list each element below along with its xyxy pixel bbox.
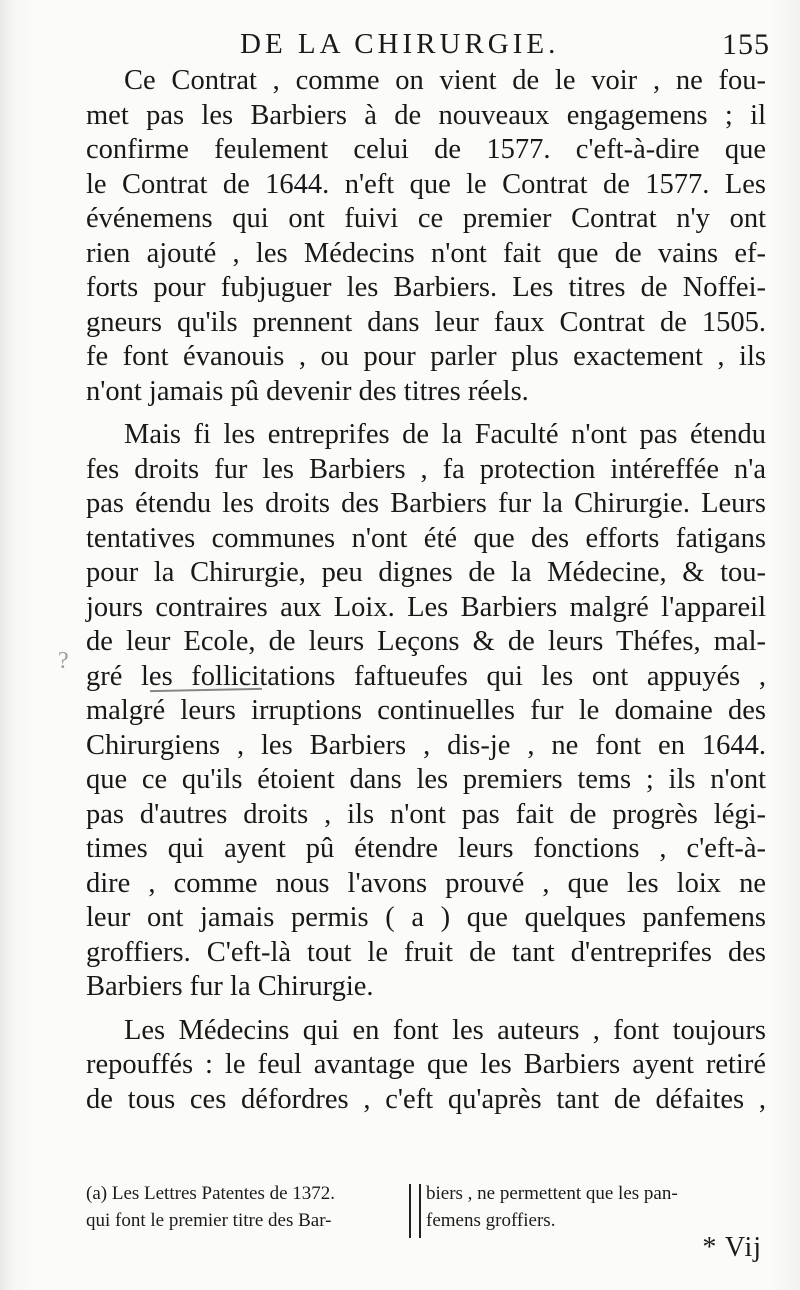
text-line: Les Médecins qui en font les auteurs , font toujours: [124, 1014, 766, 1046]
footnote-line: qui font le premier titre des Bar-: [86, 1210, 332, 1231]
text-line: rien ajouté , les Médecins n'ont fait que de vains ef-: [86, 237, 766, 269]
text-line: de leur Ecole, de leurs Leçons & de leurs Théfes, mal-: [86, 626, 766, 657]
text-line: forts pour fubjuguer les Barbiers. Les titres de Noffei-: [86, 272, 766, 303]
text-line: Ce Contrat , comme on vient de le voir , ne fou-: [124, 65, 766, 96]
text-line: leur ont jamais permis ( a ) que quelques panfemens: [86, 902, 766, 933]
footnote-right-column: [426, 1180, 766, 1234]
page-header: [240, 28, 770, 68]
text-line: malgré leurs irruptions continuelles fur le domaine des: [86, 695, 766, 726]
text-line: times qui ayent pû étendre leurs fonctions , c'eft-à-: [86, 833, 766, 864]
text-line: groffiers. C'eft-là tout le fruit de tant d'entreprifes des: [86, 936, 766, 968]
text-line: gré les follicitations faftueufes qui les ont appuyés ,: [86, 660, 766, 692]
footnote-line: biers , ne permettent que les pan-: [426, 1183, 678, 1204]
paragraph-3: [86, 1014, 766, 1118]
main-text: [86, 64, 766, 1117]
text-line: de tous ces défordres , c'eft qu'après tant de défaites ,: [86, 1083, 766, 1115]
text-line: pour la Chirurgie, peu dignes de la Médecine, & tou-: [86, 557, 766, 588]
text-line: met pas les Barbiers à de nouveaux engagemens ; il: [86, 99, 766, 131]
footnote-line: femens groffiers.: [426, 1210, 556, 1231]
paragraph-1: [86, 64, 766, 409]
text-line: que ce qu'ils étoient dans les premiers tems ; ils n'ont: [86, 764, 766, 795]
page-number: 155: [722, 28, 770, 61]
margin-annotation: ?: [58, 648, 69, 674]
text-line: repouffés : le feul avantage que les Barbiers ayent retiré: [86, 1049, 766, 1080]
text-line: tentatives communes n'ont été que des efforts fatigans: [86, 522, 766, 554]
signature-mark: * Vij: [702, 1232, 762, 1263]
text-line: gneurs qu'ils prennent dans leur faux Contrat de 1505.: [86, 306, 766, 338]
text-line: Barbiers fur la Chirurgie.: [86, 971, 374, 1002]
text-line: Mais fi les entreprifes de la Faculté n'ont pas étendu: [124, 419, 766, 450]
footnote-left-column: [86, 1180, 404, 1234]
text-line: dire , comme nous l'avons prouvé , que les loix ne: [86, 867, 766, 899]
text-line: confirme feulement celui de 1577. c'eft-à-dire que: [86, 134, 766, 165]
text-line: le Contrat de 1644. n'eft que le Contrat de 1577. Les: [86, 168, 766, 200]
running-title: DE LA CHIRURGIE.: [240, 28, 560, 60]
footnote-line: (a) Les Lettres Patentes de 1372.: [86, 1183, 336, 1204]
text-line: fe font évanouis , ou pour parler plus exactement , ils: [86, 341, 766, 372]
text-line: événemens qui ont fuivi ce premier Contrat n'y ont: [86, 203, 766, 234]
text-line: Chirurgiens , les Barbiers , dis-je , ne font en 1644.: [86, 729, 766, 761]
text-line: pas étendu les droits des Barbiers fur la Chirurgie. Leurs: [86, 488, 766, 519]
paragraph-2: [86, 418, 766, 1005]
text-line: pas d'autres droits , ils n'ont pas fait de progrès légi-: [86, 798, 766, 830]
text-line: fes droits fur les Barbiers , fa protection intéreffée n'a: [86, 453, 766, 485]
footnote-divider: [409, 1184, 421, 1238]
text-line: jours contraires aux Loix. Les Barbiers malgré l'appareil: [86, 591, 766, 623]
text-line: n'ont jamais pû devenir des titres réels.: [86, 375, 529, 407]
